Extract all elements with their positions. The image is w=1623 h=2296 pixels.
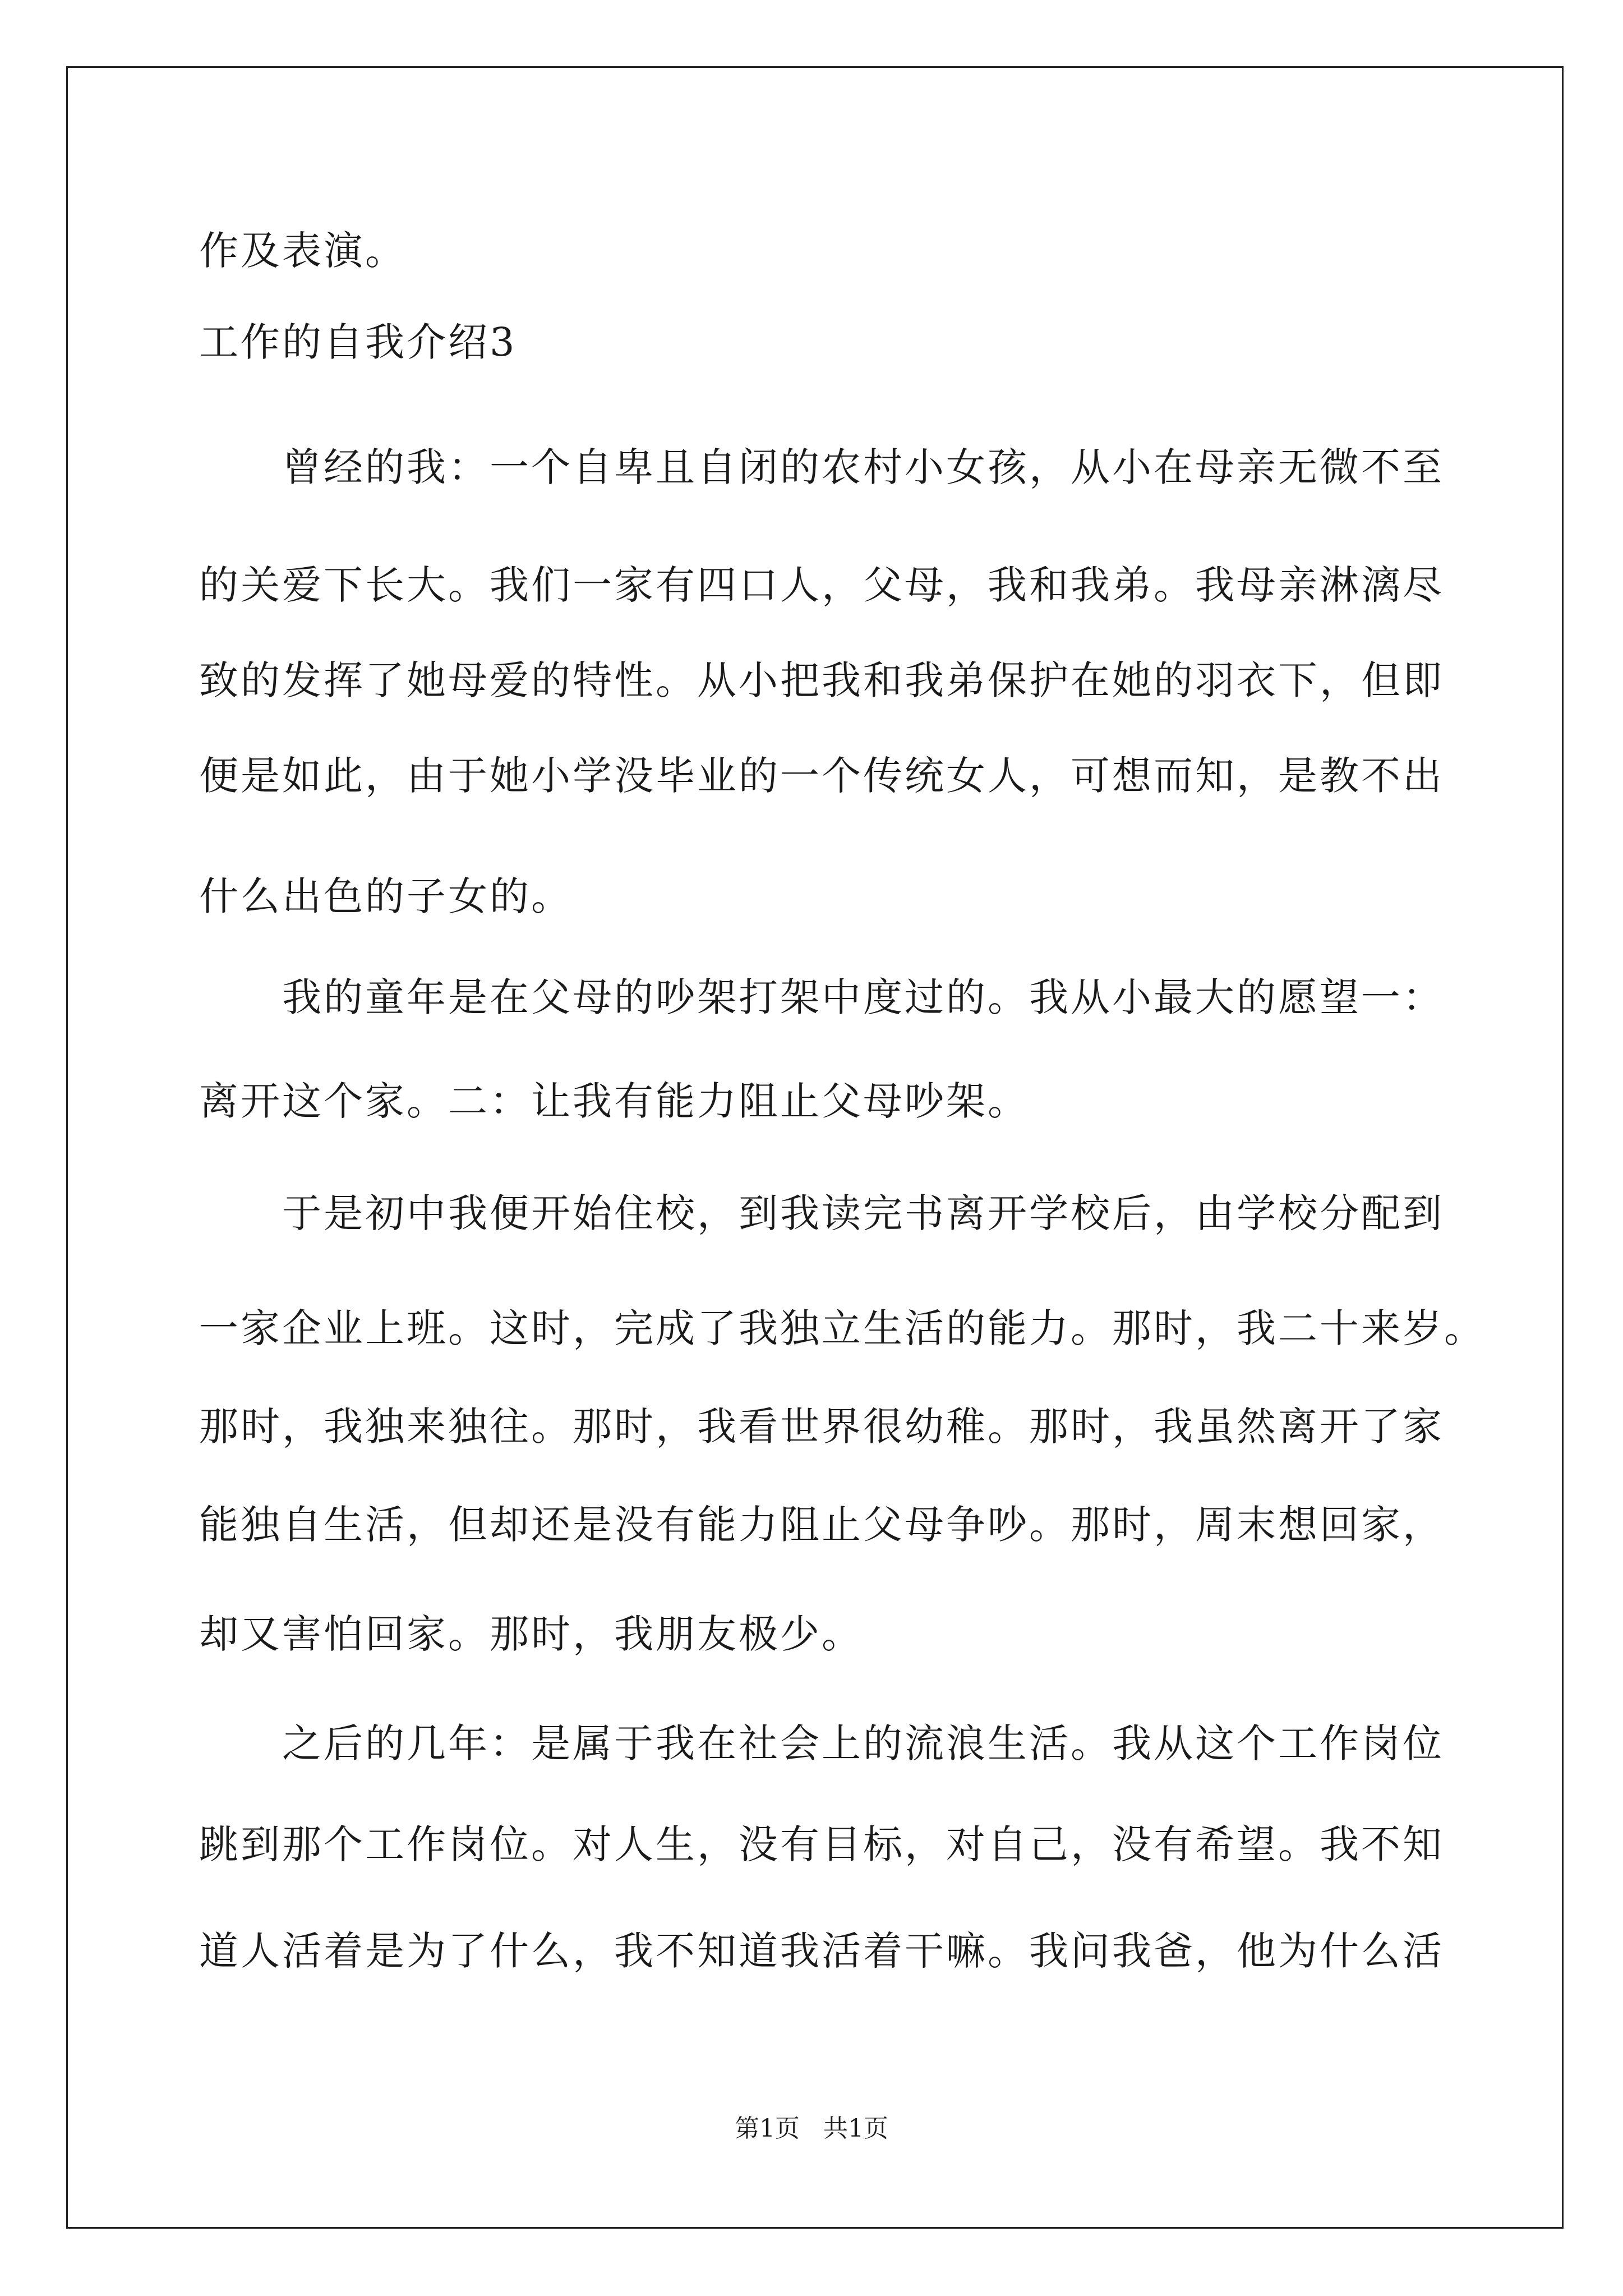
paragraph-line: 致的发挥了她母爱的特性。从小把我和我弟保护在她的羽衣下，但即 [199, 657, 1444, 703]
paragraph-line: 的关爱下长大。我们一家有四口人，父母，我和我弟。我母亲淋漓尽 [199, 562, 1444, 608]
page-border [66, 66, 1564, 2229]
text-line: 作及表演。 [199, 228, 407, 274]
paragraph-line: 之后的几年：是属于我在社会上的流浪生活。我从这个工作岗位 [282, 1720, 1444, 1766]
paragraph-line: 离开这个家。二：让我有能力阻止父母吵架。 [199, 1078, 1029, 1124]
paragraph-line: 便是如此，由于她小学没毕业的一个传统女人，可想而知，是教不出 [199, 753, 1444, 799]
paragraph-line: 道人活着是为了什么，我不知道我活着干嘛。我问我爸，他为什么活 [199, 1928, 1444, 1974]
paragraph-line: 曾经的我：一个自卑且自闭的农村小女孩，从小在母亲无微不至 [282, 444, 1444, 490]
paragraph-line: 我的童年是在父母的吵架打架中度过的。我从小最大的愿望一： [282, 974, 1444, 1020]
paragraph-line: 什么出色的子女的。 [199, 873, 573, 919]
paragraph-line: 一家企业上班。这时，完成了我独立生活的能力。那时，我二十来岁。 [199, 1305, 1486, 1351]
section-heading: 工作的自我介绍3 [199, 319, 517, 365]
paragraph-line: 于是初中我便开始住校，到我读完书离开学校后，由学校分配到 [282, 1190, 1444, 1236]
paragraph-line: 能独自生活，但却还是没有能力阻止父母争吵。那时，周末想回家， [199, 1502, 1444, 1548]
paragraph-line: 却又害怕回家。那时，我朋友极少。 [199, 1611, 863, 1657]
page-number-footer: 第1页 共1页 [735, 2114, 888, 2143]
paragraph-line: 跳到那个工作岗位。对人生，没有目标，对自己，没有希望。我不知 [199, 1821, 1444, 1867]
paragraph-line: 那时，我独来独往。那时，我看世界很幼稚。那时，我虽然离开了家 [199, 1404, 1444, 1450]
